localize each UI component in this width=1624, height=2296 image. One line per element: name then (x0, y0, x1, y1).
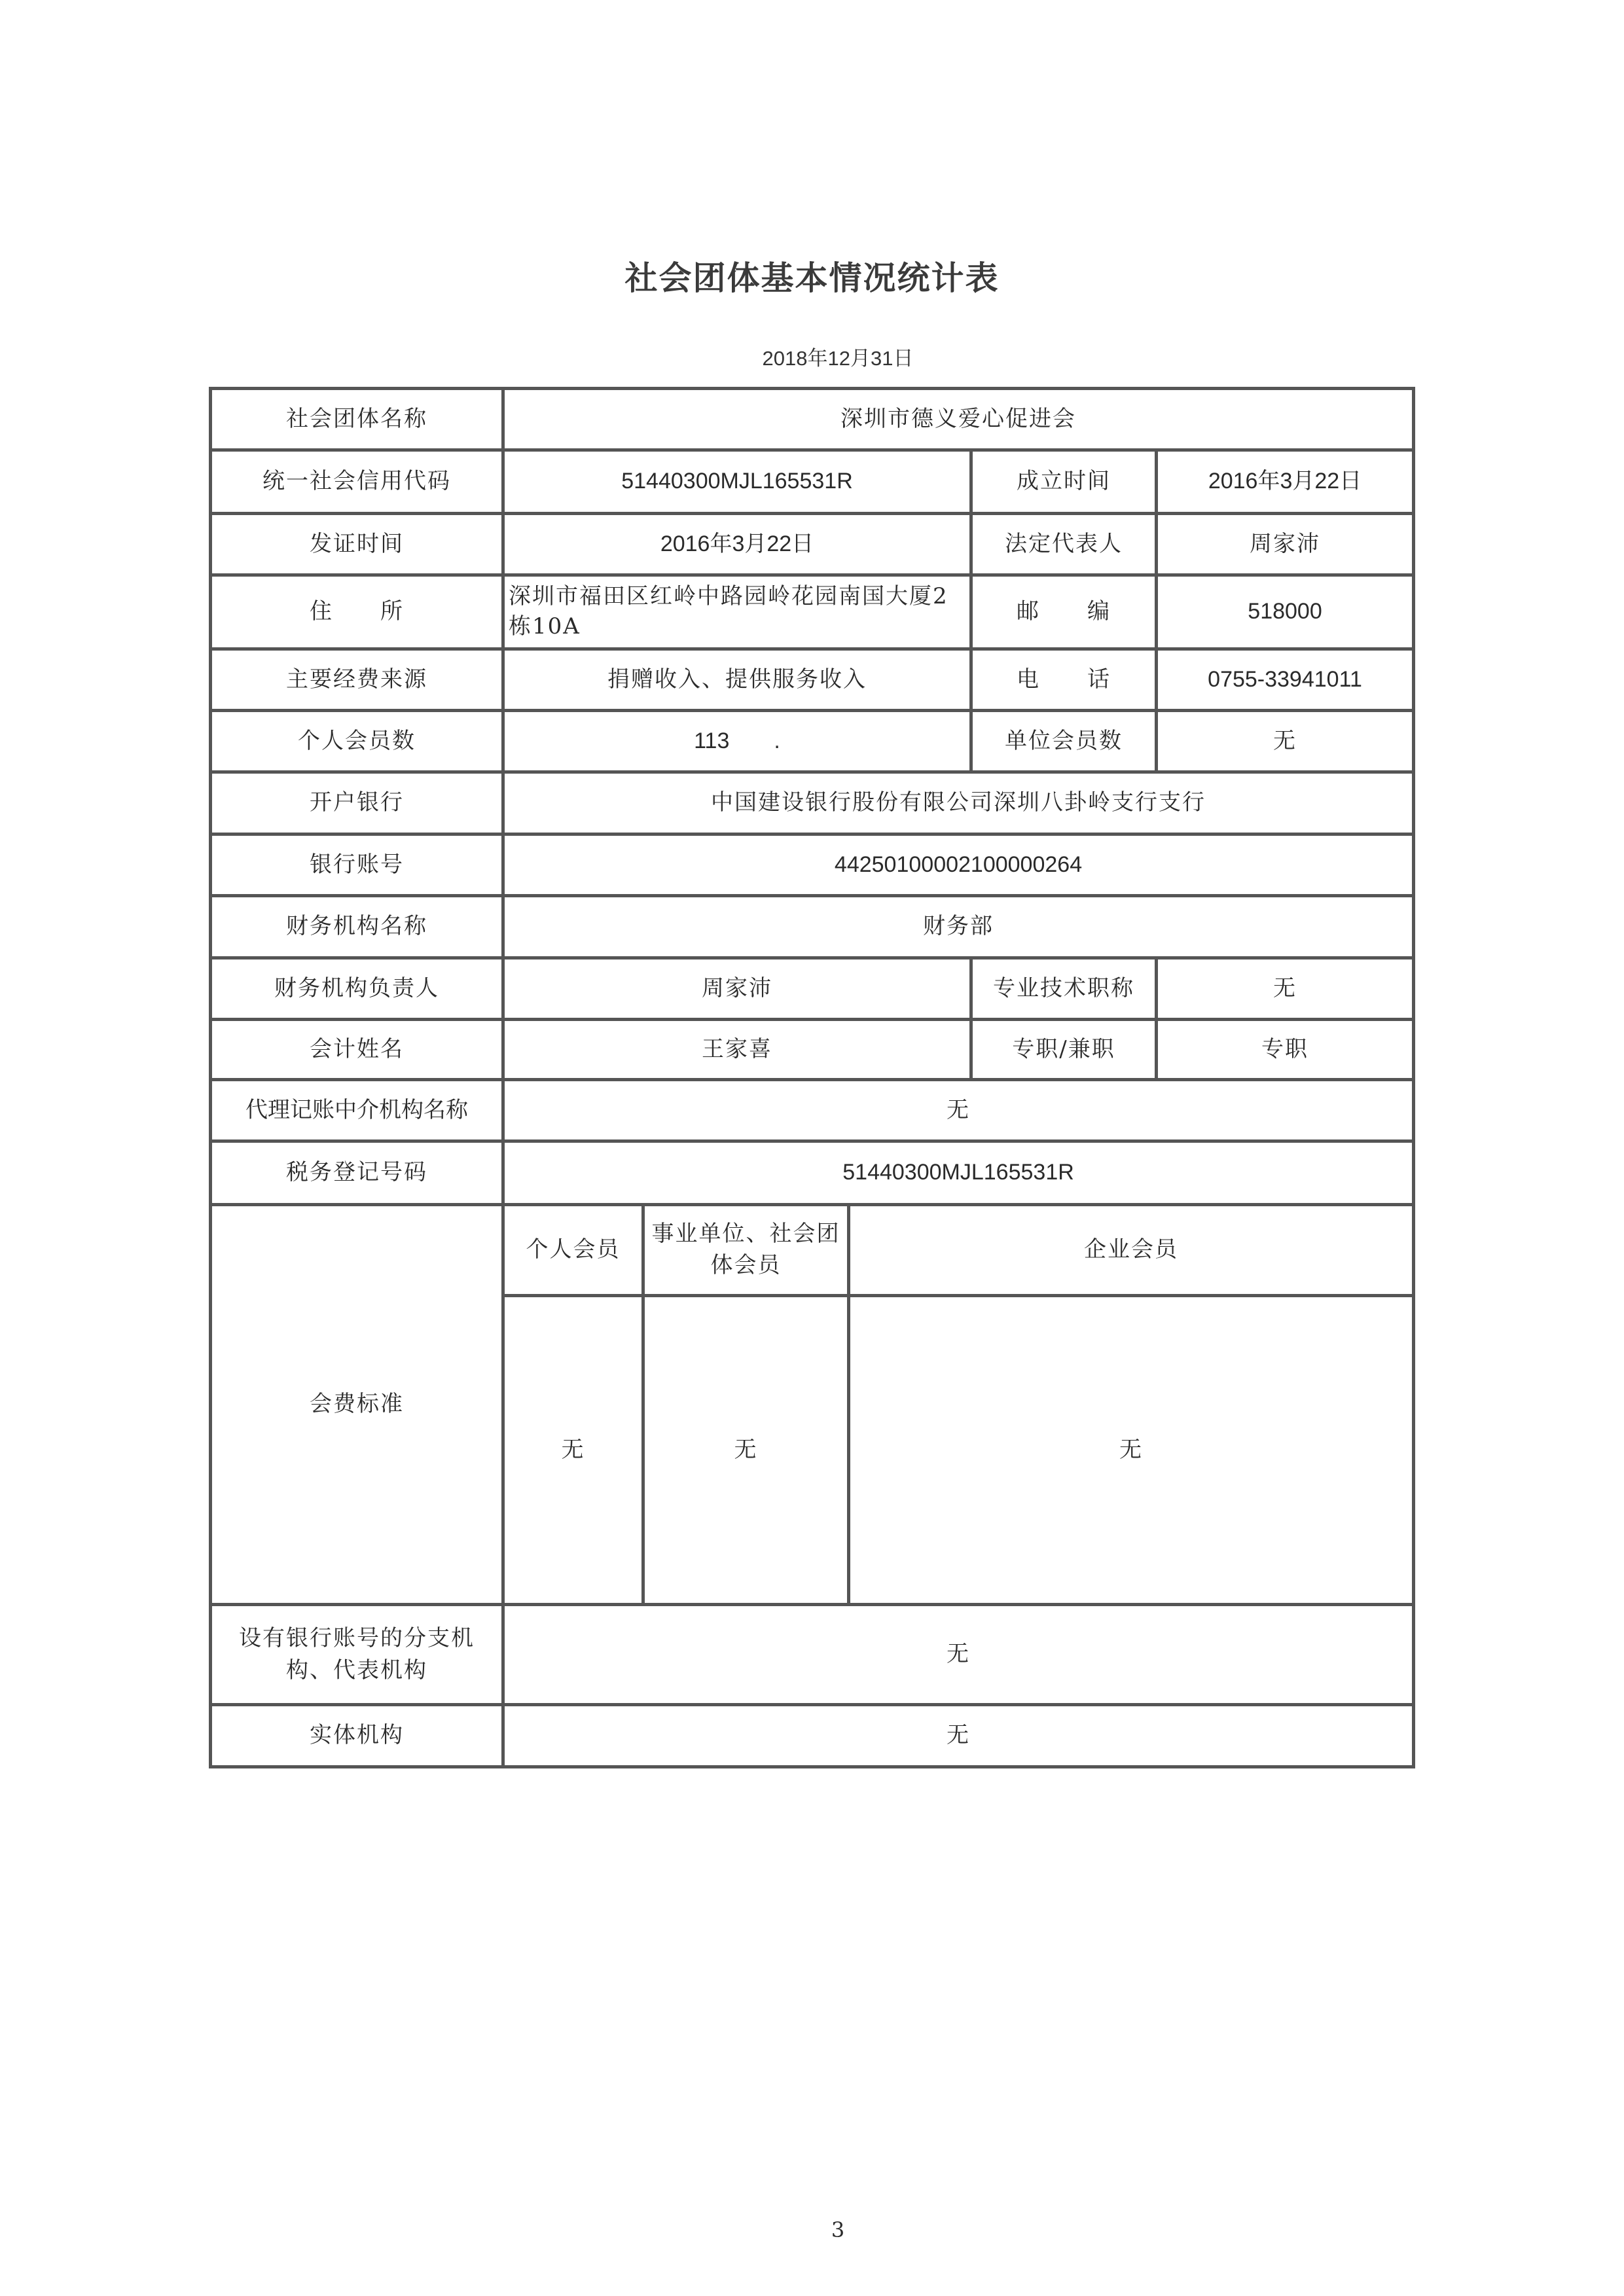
table-row (211, 575, 1414, 649)
value-cell: 无 (503, 1080, 1414, 1141)
document-title: 社会团体基本情况统计表 (624, 259, 1000, 297)
report-date: 2018年12月31日 (762, 347, 914, 370)
value-cell: 0755-33941011 (1157, 649, 1414, 711)
label-cell: 设有银行账号的分支机构、代表机构 (211, 1605, 503, 1705)
value-cell: 周家沛 (1157, 514, 1414, 575)
value-cell: 无 (503, 1605, 1414, 1705)
value-cell: 周家沛 (503, 958, 971, 1020)
table-row (211, 1605, 1414, 1705)
label-cell: 个人会员数 (211, 711, 503, 772)
value-cell: 无 (1157, 958, 1414, 1020)
label-cell: 住 所 (211, 575, 503, 649)
label-cell: 主要经费来源 (211, 649, 503, 711)
table-row (211, 1705, 1414, 1767)
value-cell: 深圳市福田区红岭中路园岭花园南国大厦2栋10A (503, 575, 971, 649)
label-cell: 专业技术职称 (971, 958, 1157, 1020)
label-cell: 会计姓名 (211, 1020, 503, 1080)
table-row (211, 649, 1414, 711)
value-cell: 2016年3月22日 (1157, 450, 1414, 514)
value-cell: 无 (1157, 711, 1414, 772)
value-cell: 深圳市德义爱心促进会 (503, 389, 1414, 450)
value-cell: 捐赠收入、提供服务收入 (503, 649, 971, 711)
value-cell: 王家喜 (503, 1020, 971, 1080)
value-cell: 无 (849, 1296, 1414, 1605)
header-cell: 个人会员 (503, 1205, 643, 1296)
table-row (211, 1080, 1414, 1141)
table-row (211, 514, 1414, 575)
label-cell: 发证时间 (211, 514, 503, 575)
header-cell: 事业单位、社会团体会员 (643, 1205, 849, 1296)
value-cell: 专职 (1157, 1020, 1414, 1080)
value-cell: 2016年3月22日 (503, 514, 971, 575)
table-row (211, 772, 1414, 834)
table-row (211, 1205, 1414, 1296)
label-cell: 财务机构名称 (211, 896, 503, 958)
value-cell: 无 (503, 1296, 643, 1605)
label-cell: 电 话 (971, 649, 1157, 711)
label-cell: 开户银行 (211, 772, 503, 834)
label-cell: 邮 编 (971, 575, 1157, 649)
label-cell: 法定代表人 (971, 514, 1157, 575)
label-cell: 会费标准 (211, 1205, 503, 1605)
value-cell: 51440300MJL165531R (503, 1141, 1414, 1205)
value-cell: 518000 (1157, 575, 1414, 649)
label-cell: 社会团体名称 (211, 389, 503, 450)
table-row (211, 450, 1414, 514)
value-cell: 44250100002100000264 (503, 834, 1414, 896)
header-cell: 企业会员 (849, 1205, 1414, 1296)
label-cell: 统一社会信用代码 (211, 450, 503, 514)
label-cell: 成立时间 (971, 450, 1157, 514)
value-cell: 51440300MJL165531R (503, 450, 971, 514)
table-row (211, 389, 1414, 450)
table-row (211, 1020, 1414, 1080)
value-cell: 无 (503, 1705, 1414, 1767)
table-row (211, 711, 1414, 772)
label-cell: 财务机构负责人 (211, 958, 503, 1020)
value-cell: 财务部 (503, 896, 1414, 958)
table-row (211, 834, 1414, 896)
label-cell: 银行账号 (211, 834, 503, 896)
table-row (211, 958, 1414, 1020)
value-cell: 113 . (503, 711, 971, 772)
label-cell: 代理记账中介机构名称 (211, 1080, 503, 1141)
value-cell: 无 (643, 1296, 849, 1605)
label-cell: 税务登记号码 (211, 1141, 503, 1205)
info-table (209, 387, 1415, 1768)
label-cell: 单位会员数 (971, 711, 1157, 772)
value-cell: 中国建设银行股份有限公司深圳八卦岭支行支行 (503, 772, 1414, 834)
label-cell: 实体机构 (211, 1705, 503, 1767)
label-cell: 专职/兼职 (971, 1020, 1157, 1080)
table-row (211, 896, 1414, 958)
table-row (211, 1141, 1414, 1205)
page-number: 3 (831, 2217, 845, 2242)
